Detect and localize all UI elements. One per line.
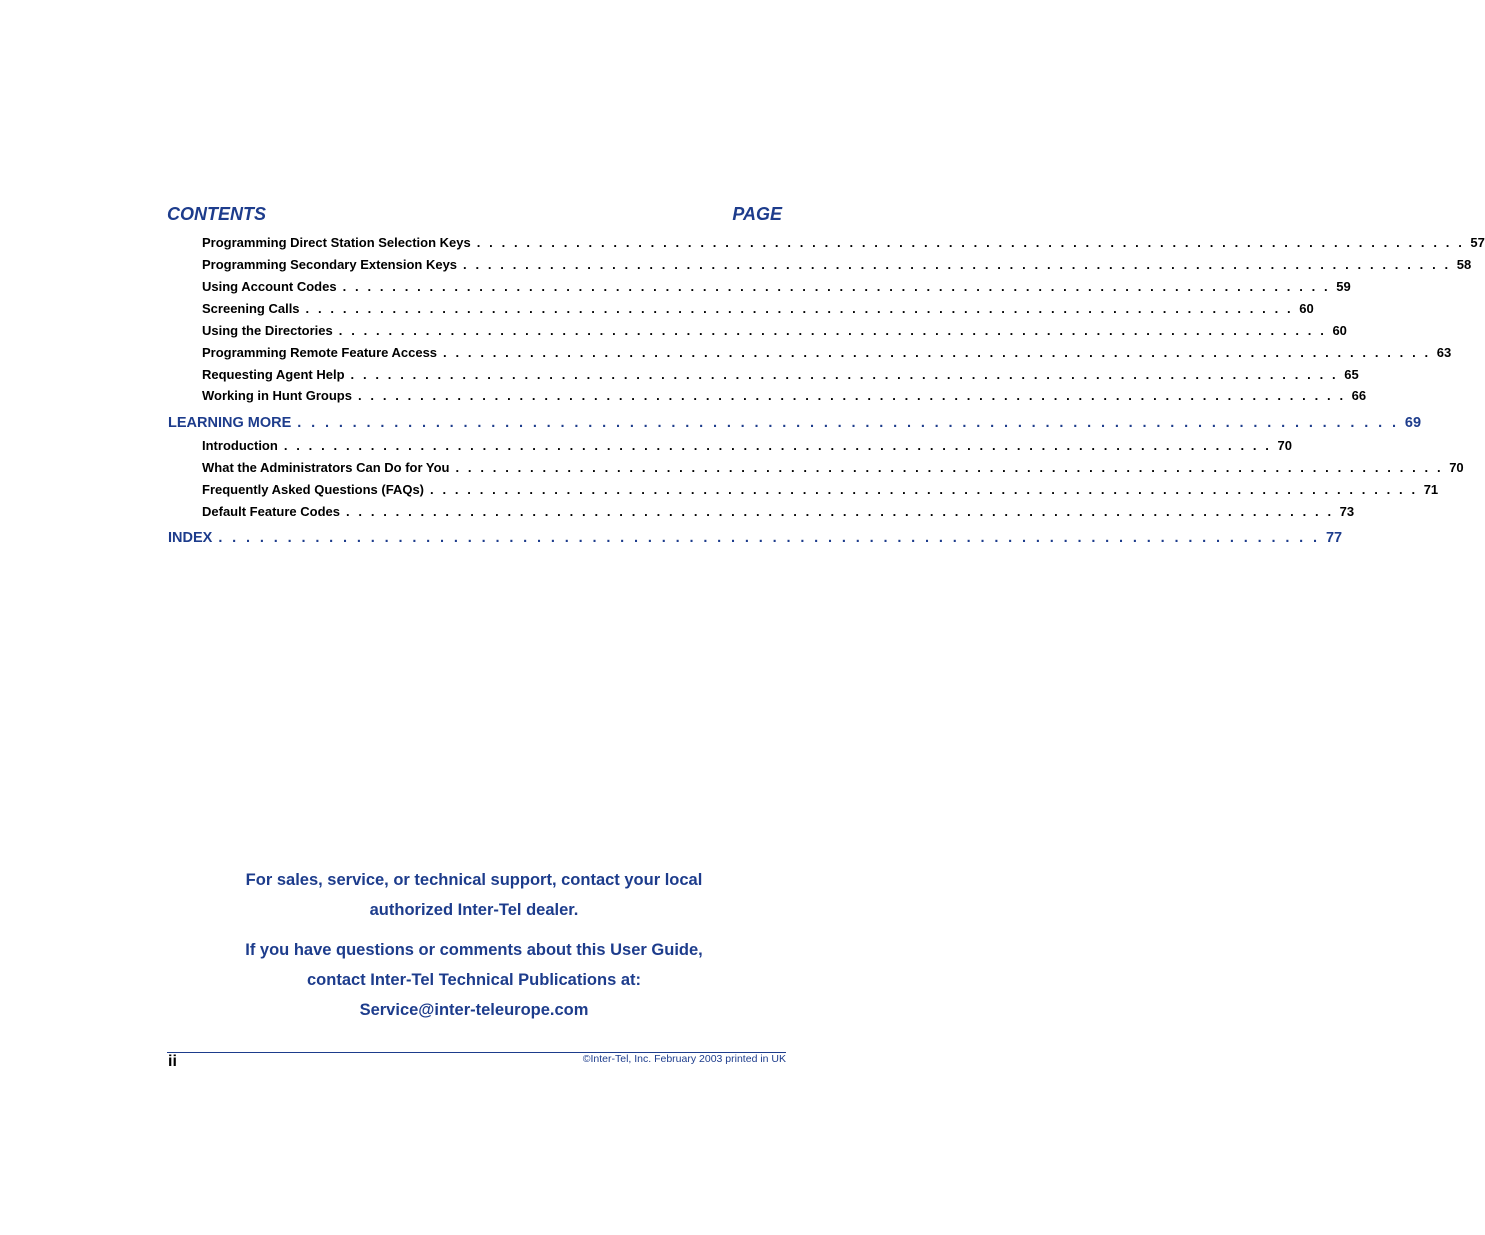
toc-entry[interactable] [202, 504, 1355, 519]
toc-entry-page: 77 [1325, 530, 1343, 546]
toc-entry-title: Screening Calls [202, 301, 300, 316]
dot-leader: . . . . . . . . . . . . . . . . . . . . . . . . . . . . . . . . . . . . . . . . . . . . . . . . . . . . . . . . . . . . . . . . . . . . . . . . . . . . . . . . [455, 460, 1444, 475]
toc-entry[interactable] [202, 438, 1292, 453]
toc-entry[interactable] [202, 460, 1464, 475]
toc-entry-title: What the Administrators Can Do for You [202, 460, 450, 475]
toc-entry-title: Default Feature Codes [202, 504, 340, 519]
toc-entry-title: Working in Hunt Groups [202, 388, 352, 403]
contact-line-1: For sales, service, or technical support, contact your local [245, 871, 703, 889]
toc-entry-page: 58 [1456, 257, 1472, 272]
toc-entry-page: 60 [1299, 301, 1314, 316]
dot-leader: . . . . . . . . . . . . . . . . . . . . . . . . . . . . . . . . . . . . . . . . . . . . . . . . . . . . . . . . . . . . . . . . . . . . . . . . . . . . . . . . [218, 530, 1320, 546]
contents-heading: CONTENTS [167, 204, 266, 224]
toc-entry[interactable] [168, 415, 1422, 431]
dot-leader: . . . . . . . . . . . . . . . . . . . . . . . . . . . . . . . . . . . . . . . . . . . . . . . . . . . . . . . . . . . . . . . . . . . . . . . . . . . . . . . . [476, 235, 1465, 250]
toc-entry-page: 73 [1339, 504, 1355, 519]
dot-leader: . . . . . . . . . . . . . . . . . . . . . . . . . . . . . . . . . . . . . . . . . . . . . . . . . . . . . . . . . . . . . . . . . . . . . . . . . . . . . . . . [338, 323, 1327, 338]
dot-leader: . . . . . . . . . . . . . . . . . . . . . . . . . . . . . . . . . . . . . . . . . . . . . . . . . . . . . . . . . . . . . . . . . . . . . . . . . . . . . . . . [463, 257, 1451, 272]
toc-entry-title: Frequently Asked Questions (FAQs) [202, 482, 425, 497]
dot-leader: . . . . . . . . . . . . . . . . . . . . . . . . . . . . . . . . . . . . . . . . . . . . . . . . . . . . . . . . . . . . . . . . . . . . . . . . . . . . . . . . [297, 415, 1399, 431]
contents-header [167, 204, 782, 228]
toc-entry[interactable] [202, 301, 1314, 316]
toc-entry-page: 65 [1344, 367, 1359, 382]
toc-entry-title: Requesting Agent Help [202, 367, 345, 382]
toc-entry-title: Introduction [202, 438, 278, 453]
dot-leader: . . . . . . . . . . . . . . . . . . . . . . . . . . . . . . . . . . . . . . . . . . . . . . . . . . . . . . . . . . . . . . . . . . . . . . . . . . . . . . . . [342, 279, 1331, 294]
toc-entry-page: 59 [1336, 279, 1351, 294]
toc-entry-page: 70 [1277, 438, 1292, 453]
dot-leader: . . . . . . . . . . . . . . . . . . . . . . . . . . . . . . . . . . . . . . . . . . . . . . . . . . . . . . . . . . . . . . . . . . . . . . . . . . . . . . . . [350, 367, 1339, 382]
dot-leader: . . . . . . . . . . . . . . . . . . . . . . . . . . . . . . . . . . . . . . . . . . . . . . . . . . . . . . . . . . . . . . . . . . . . . . . . . . . . . . . . [443, 345, 1431, 360]
toc-entry-page: 60 [1332, 323, 1347, 338]
toc-entry-page: 66 [1351, 388, 1367, 403]
copyright: ©Inter-Tel, Inc. February 2003 printed in UK [582, 1053, 786, 1065]
toc-entry-title: Using the Directories [202, 323, 333, 338]
toc-entry[interactable] [202, 257, 1472, 272]
dot-leader: . . . . . . . . . . . . . . . . . . . . . . . . . . . . . . . . . . . . . . . . . . . . . . . . . . . . . . . . . . . . . . . . . . . . . . . . . . . . . . . . [283, 438, 1272, 453]
toc-entry-page: 70 [1449, 460, 1464, 475]
page-heading: PAGE [732, 204, 782, 224]
toc-entry-title: LEARNING MORE [168, 415, 292, 431]
toc-entry-page: 69 [1404, 415, 1422, 431]
contact-line-2: authorized Inter-Tel dealer. [369, 901, 579, 919]
toc-entry-page: 71 [1423, 482, 1439, 497]
toc-entry[interactable] [202, 482, 1439, 497]
toc-entry[interactable] [202, 388, 1367, 403]
contact-line-3: If you have questions or comments about this User Guide, [245, 941, 703, 959]
toc-entry[interactable] [202, 345, 1452, 360]
page-number: ii [168, 1053, 177, 1070]
dot-leader: . . . . . . . . . . . . . . . . . . . . . . . . . . . . . . . . . . . . . . . . . . . . . . . . . . . . . . . . . . . . . . . . . . . . . . . . . . . . . . . . [305, 301, 1294, 316]
toc-entry-title: Using Account Codes [202, 279, 337, 294]
toc-entry[interactable] [202, 323, 1347, 338]
toc-entry-page: 63 [1436, 345, 1452, 360]
dot-leader: . . . . . . . . . . . . . . . . . . . . . . . . . . . . . . . . . . . . . . . . . . . . . . . . . . . . . . . . . . . . . . . . . . . . . . . . . . . . . . . . [357, 388, 1346, 403]
toc-entry-page: 57 [1470, 235, 1485, 250]
toc-entry[interactable] [202, 235, 1485, 250]
toc-entry-title: Programming Direct Station Selection Keys [202, 235, 471, 250]
toc-entry-title: Programming Secondary Extension Keys [202, 257, 458, 272]
dot-leader: . . . . . . . . . . . . . . . . . . . . . . . . . . . . . . . . . . . . . . . . . . . . . . . . . . . . . . . . . . . . . . . . . . . . . . . . . . . . . . . . [430, 482, 1418, 497]
contact-email[interactable]: Service@inter-teleurope.com [359, 1001, 589, 1019]
toc-entry-title: INDEX [168, 530, 213, 546]
contact-line-4: contact Inter-Tel Technical Publications at: [306, 971, 642, 989]
toc-entry[interactable] [202, 279, 1351, 294]
toc-entry-title: Programming Remote Feature Access [202, 345, 438, 360]
dot-leader: . . . . . . . . . . . . . . . . . . . . . . . . . . . . . . . . . . . . . . . . . . . . . . . . . . . . . . . . . . . . . . . . . . . . . . . . . . . . . . . . [345, 504, 1334, 519]
toc-entry[interactable] [168, 530, 1343, 546]
toc-entry[interactable] [202, 367, 1359, 382]
